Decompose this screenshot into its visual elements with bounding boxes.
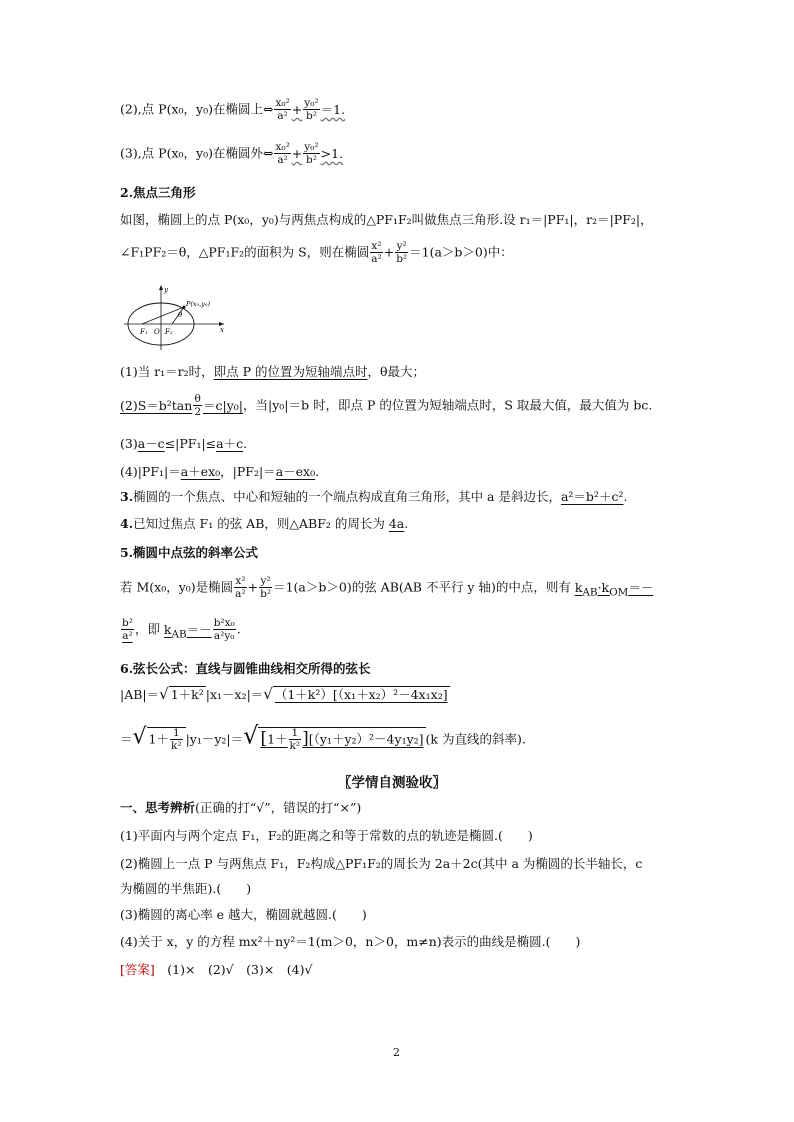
area-formula: (2)S＝b²tan $\frac{\theta}{2}$ ＝c|y₀| — [120, 393, 243, 418]
item-outside-ellipse — [120, 142, 343, 166]
fraction: $\frac{\text{x₀²}}{\text{a²}}$ — [275, 97, 290, 122]
slope-product: $k_{AB}\cdot k_{OM}=-$ — [574, 579, 654, 598]
self-check-title: 〖学情自测验收〗 — [338, 775, 446, 791]
property-item-2: (2)S＝b²tan $\frac{\theta}{2}$ ＝c|y₀|，当|y₀|＝b 时，即点 P 的位置为短轴端点时，S 取最大值，最大值为 bc. — [120, 393, 653, 418]
angle-label: θ — [178, 311, 183, 319]
fraction: $\frac{\text{y²}}{\text{b²}}$ — [396, 240, 408, 265]
x-axis-label: x — [220, 326, 224, 334]
fraction: $\frac{1}{\text{k²}}$ — [171, 727, 182, 752]
property-item-4: (4)|PF₁|＝a＋ex₀，|PF₂|＝a－ex₀. — [120, 464, 320, 479]
slope-formula: $k_{AB}=-$ $\frac{\text{b²x₀}}{\text{a²y₀}}$ — [163, 617, 235, 642]
y-axis-label: y — [164, 286, 168, 294]
paragraph-line: ∠F₁PF₂＝θ，△PF₁F₂的面积为 S，则在椭圆 $\frac{\text{x²}}{\text{a²}}$ + $\frac{\text{y²}}{\text{b²}}$ ＝1(a＞b＞0)中： — [120, 240, 513, 265]
origin-label: O — [154, 328, 160, 336]
page-number: 2 — [393, 1046, 400, 1059]
f2-label: F₂ — [165, 328, 173, 336]
radical: [1＋ $\frac{1}{\text{k²}}$ ][（y₁＋y₂）²－4y₁y₂] — [260, 727, 424, 752]
question-2-continued: 为椭圆的半焦距).( ) — [120, 881, 252, 896]
formula-line: ＝√ 1＋ $\frac{1}{\text{k²}}$ |y₁－y₂|＝√ [1＋ $\frac{1}{\text{k²}}$ ][（y₁＋y₂）²－4y₁y₂] (k 为直线的斜率). — [120, 721, 526, 752]
answer-text: (1)× (2)√ (3)× (4)√ — [154, 962, 313, 977]
fraction: $\frac{\text{y₀²}}{\text{b²}}$ — [304, 97, 319, 122]
condition-expression: $\frac{\text{x₀²}}{\text{a²}}$ + $\frac{\text{y₀²}}{\text{b²}}$ >1. — [275, 141, 344, 166]
f1-label: F₁ — [140, 328, 148, 336]
radical: 1＋ $\frac{1}{\text{k²}}$ — [147, 727, 186, 752]
focal-triangle-diagram — [120, 282, 230, 352]
item-text: (2),点 P(x₀，y₀)在椭圆上⇔ — [120, 101, 274, 117]
question-4: (4)关于 x，y 的方程 mx²＋ny²＝1(m＞0，n＞0，m≠n)表示的曲线是椭圆.( ) — [120, 934, 581, 949]
section-heading-midpoint-chord: 5.椭圆中点弦的斜率公式 — [120, 545, 259, 560]
item-text: (3),点 P(x₀，y₀)在椭圆外⇔ — [120, 145, 274, 161]
fraction: $\frac{\theta}{2}$ — [194, 393, 201, 418]
paragraph-line: 若 M(x₀，y₀)是椭圆 $\frac{\text{x²}}{\text{a²}}$ + $\frac{\text{y²}}{\text{b²}}$ ＝1(a＞b＞0)的弦 AB(AB 不平行 y 轴)的中点，则有 $k_{AB}\cdot k_{OM}=-$ — [120, 575, 654, 600]
fraction: $\frac{\text{x₀²}}{\text{a²}}$ — [275, 141, 290, 166]
fraction: $\frac{\text{b²x₀}}{\text{a²y₀}}$ — [213, 617, 235, 642]
item-on-ellipse — [120, 98, 345, 122]
radical: （1＋k²）[（x₁＋x₂）²－4x₁x₂] — [274, 687, 448, 702]
fraction: $\frac{\text{x²}}{\text{a²}}$ — [371, 240, 382, 265]
fraction: $\frac{1}{\text{k²}}$ — [289, 727, 301, 752]
formula-line: |AB|＝√ 1＋k² |x₁－x₂|＝√ （1＋k²）[（x₁＋x₂）²－4x₁x₂] — [120, 685, 448, 703]
condition-expression: $\frac{\text{x₀²}}{\text{a²}}$ + $\frac{\text{y₀²}}{\text{b²}}$ ＝1. — [275, 97, 346, 122]
paragraph-line: $\frac{\text{b²}}{\text{a²}}$ ，即 $k_{AB}=-$ $\frac{\text{b²x₀}}{\text{a²y₀}}$ . — [122, 617, 241, 642]
question-3: (3)椭圆的离心率 e 越大，椭圆就越圆.( ) — [120, 907, 367, 922]
property-item-3: (3)a－c≤|PF₁|≤a＋c. — [120, 436, 248, 451]
question-2: (2)椭圆上一点 P 与两焦点 F₁，F₂构成△PF₁F₂的周长为 2a＋2c(其中 a 为椭圆的长半轴长，c — [120, 856, 643, 871]
section-heading-focal-triangle: 2.焦点三角形 — [120, 185, 196, 200]
property-item-1: (1)当 r₁＝r₂时，即点 P 的位置为短轴端点时，θ最大； — [120, 364, 426, 379]
paragraph-line: 如图，椭圆上的点 P(x₀，y₀)与两焦点构成的△PF₁F₂叫做焦点三角形.设 r₁＝|PF₁|，r₂＝|PF₂|， — [120, 212, 653, 227]
y-axis-arrow — [159, 285, 163, 290]
answer-label: [答案] — [120, 962, 155, 977]
fraction: $\frac{\text{y²}}{\text{b²}}$ — [260, 575, 272, 600]
radical: 1＋k² — [170, 687, 204, 702]
section-4-perimeter: 4.已知过焦点 F₁ 的弦 AB，则△ABF₂ 的周长为 4a. — [120, 516, 409, 531]
fraction: $\frac{\text{b²}}{\text{a²}}$ — [122, 617, 133, 642]
answer-line — [120, 962, 312, 978]
section-3-right-triangle: 3.椭圆的一个焦点、中心和短轴的一个端点构成直角三角形，其中 a 是斜边长，a²＝b²＋c². — [120, 489, 628, 504]
point-p-label: P(x₀,y₀) — [186, 300, 211, 308]
question-1: (1)平面内与两个定点 F₁，F₂的距离之和等于常数的点的轨迹是椭圆.( ) — [120, 828, 533, 843]
section-heading-chord-length: 6.弦长公式：直线与圆锥曲线相交所得的弦长 — [120, 661, 371, 676]
fraction: $\frac{\text{y₀²}}{\text{b²}}$ — [304, 141, 319, 166]
exercise-heading: 一、思考辨析(正确的打“√”，错误的打“×”) — [120, 800, 362, 815]
fraction: $\frac{\text{x²}}{\text{a²}}$ — [235, 575, 246, 600]
